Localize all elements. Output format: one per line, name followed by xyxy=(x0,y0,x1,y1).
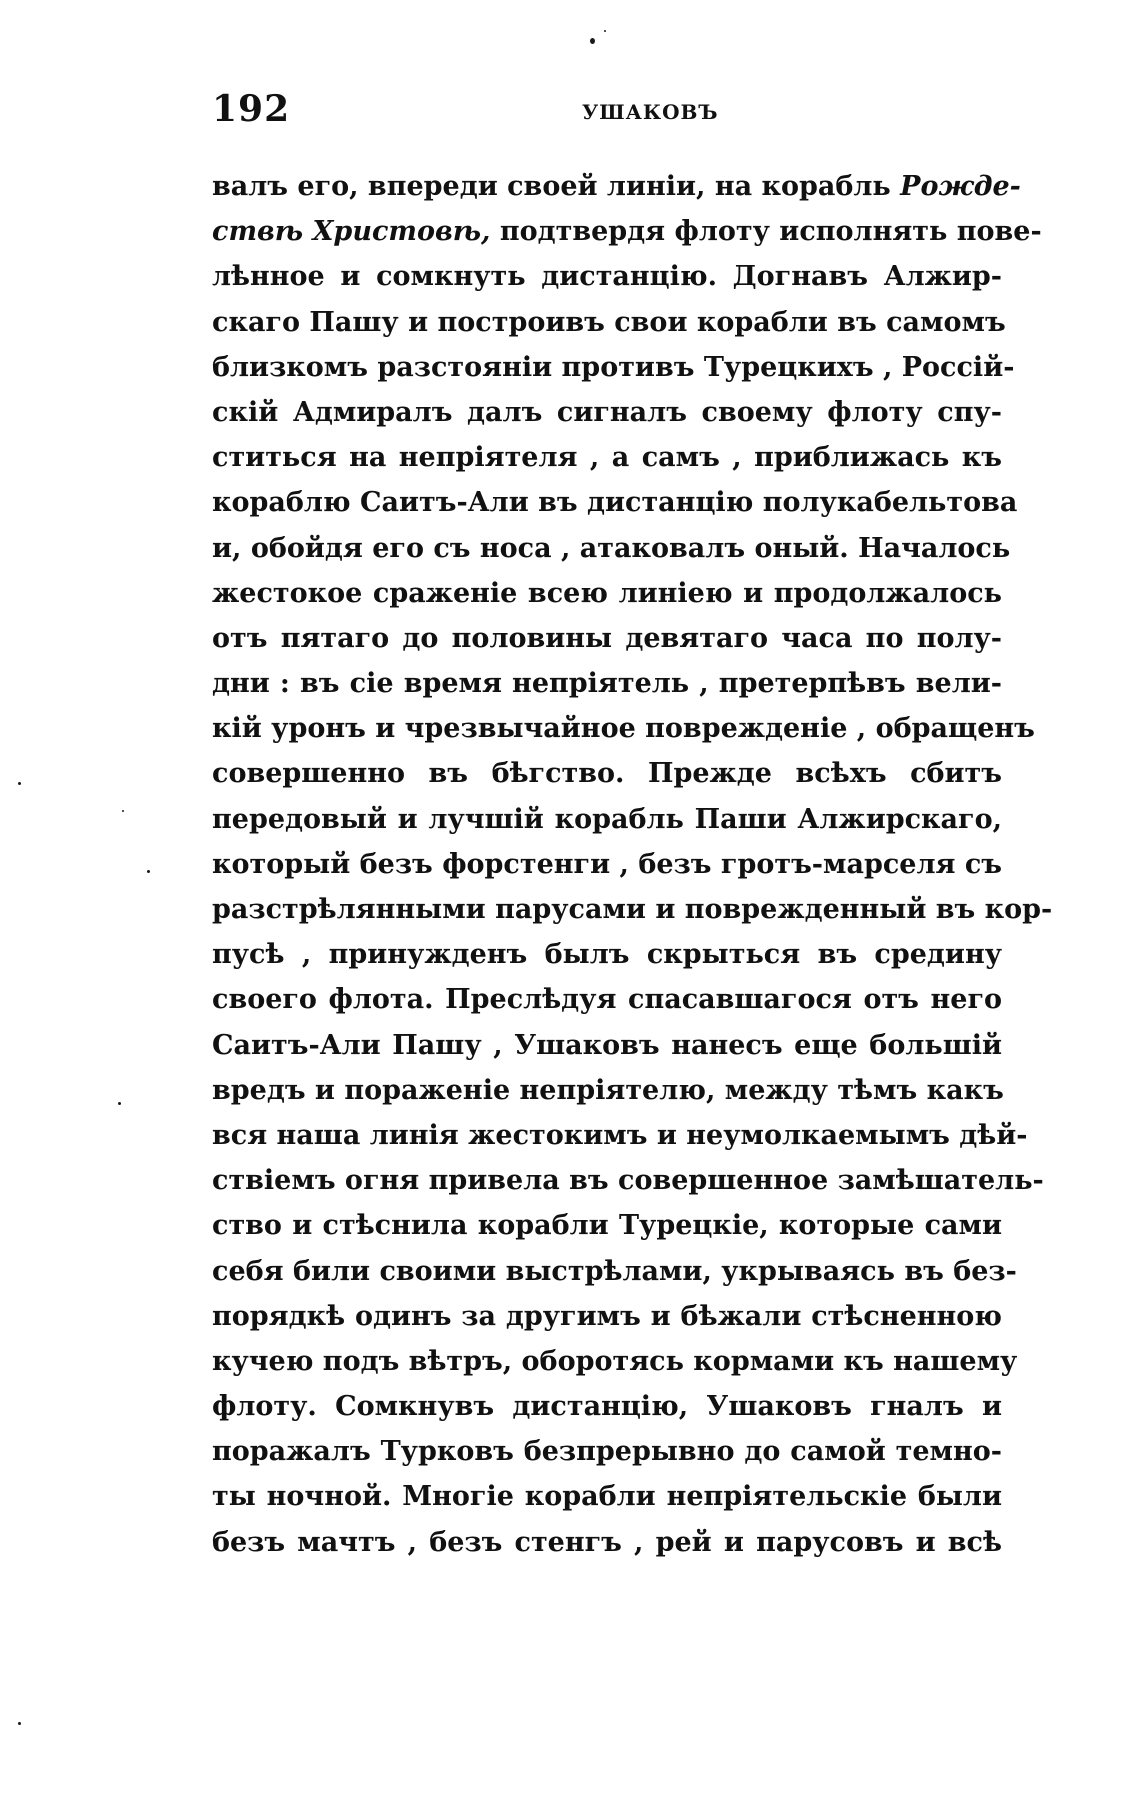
italic-ship-name: Рожде- xyxy=(900,171,1021,202)
text-line: кораблю Саитъ-Али въ дистанцію полукабельтова xyxy=(212,487,1018,519)
italic-ship-name-cont: ствѣ Христовѣ, xyxy=(212,216,491,248)
ink-speck-margin-4 xyxy=(18,1722,21,1725)
text-line: лѣнное и сомкнуть дистанцію. Догнавъ Алжир- xyxy=(212,261,1002,293)
text-line: себя били своими выстрѣлами, укрываясь въ без- xyxy=(212,1255,1017,1287)
text-line: Саитъ-Али Пашу , Ушаковъ нанесъ еще большій xyxy=(212,1029,1002,1061)
text-line: жестокое сраженіе всею линіею и продолжалось xyxy=(212,577,1002,609)
text-line: дни : въ сіе время непріятель , претерпѣвъ вели- xyxy=(212,668,1002,700)
page-number: 192 xyxy=(212,88,291,130)
text-line: скаго Пашу и построивъ свои корабли въ самомъ xyxy=(212,306,1006,338)
text-line: передовый и лучшій корабль Паши Алжирскаго, xyxy=(212,803,1002,835)
text-line: своего флота. Преслѣдуя спасавшагося отъ него xyxy=(212,984,1002,1016)
text-line: отъ пятаго до половины девятаго часа по полу- xyxy=(212,622,1002,654)
text-line: ство и стѣснила корабли Турецкіе, которые сами xyxy=(212,1210,1002,1242)
text-line: безъ мачтъ , безъ стенгъ , рей и парусовъ и всѣ xyxy=(212,1526,1002,1558)
text-line: валъ его, впереди своей линіи, на корабль Рожде- xyxy=(212,171,1021,202)
text-line: кучею подъ вѣтръ, оборотясь кормами къ нашему xyxy=(212,1345,1018,1377)
text-line: флоту. Сомкнувъ дистанцію, Ушаковъ гналъ и xyxy=(212,1391,1002,1423)
text-line: поражалъ Турковъ безпрерывно до самой темно- xyxy=(212,1436,1002,1468)
text-line: ствѣ Христовѣ, подтвердя флоту исполнять пове- xyxy=(212,216,1042,248)
text-line: порядкѣ одинъ за другимъ и бѣжали стѣсненною xyxy=(212,1300,1002,1332)
text-line: близкомъ разстояніи противъ Турецкихъ , Россій- xyxy=(212,351,1015,383)
text-line: совершенно въ бѣгство. Прежде всѣхъ сбитъ xyxy=(212,758,1002,790)
body-text xyxy=(212,164,1053,1565)
page-header xyxy=(212,88,1002,138)
ink-speck-top-small xyxy=(604,30,606,32)
text-line: ститься на непріятеля , а самъ , приближась къ xyxy=(212,442,1002,474)
ink-speck-margin-1 xyxy=(18,782,21,785)
text-line: который безъ форстенги , безъ гротъ-марселя съ xyxy=(212,848,1002,880)
ink-speck-margin-5 xyxy=(122,810,124,812)
text-line: вся наша линія жестокимъ и неумолкаемымъ дѣй- xyxy=(212,1119,1028,1151)
text-line: ты ночной. Многіе корабли непріятельскіе были xyxy=(212,1481,1002,1513)
text-line: и, обойдя его съ носа , атаковалъ оный. Началось xyxy=(212,532,1011,564)
ink-speck-top xyxy=(590,38,595,44)
text-line: вредъ и пораженіе непріятелю, между тѣмъ какъ xyxy=(212,1074,1004,1106)
ink-speck-margin-2 xyxy=(147,870,150,873)
text-line: разстрѣлянными парусами и поврежденный въ кор- xyxy=(212,894,1053,925)
text-line: ствіемъ огня привела въ совершенное замѣшатель- xyxy=(212,1165,1044,1197)
text-line: пусѣ , принужденъ былъ скрыться въ средину xyxy=(212,939,1002,971)
ink-speck-margin-3 xyxy=(118,1102,121,1105)
text-line: скій Адмиралъ далъ сигналъ своему флоту спу- xyxy=(212,396,1002,428)
text-line: кій уронъ и чрезвычайное поврежденіе , обращенъ xyxy=(212,713,1035,745)
running-head: УШАКОВЪ xyxy=(582,100,719,124)
